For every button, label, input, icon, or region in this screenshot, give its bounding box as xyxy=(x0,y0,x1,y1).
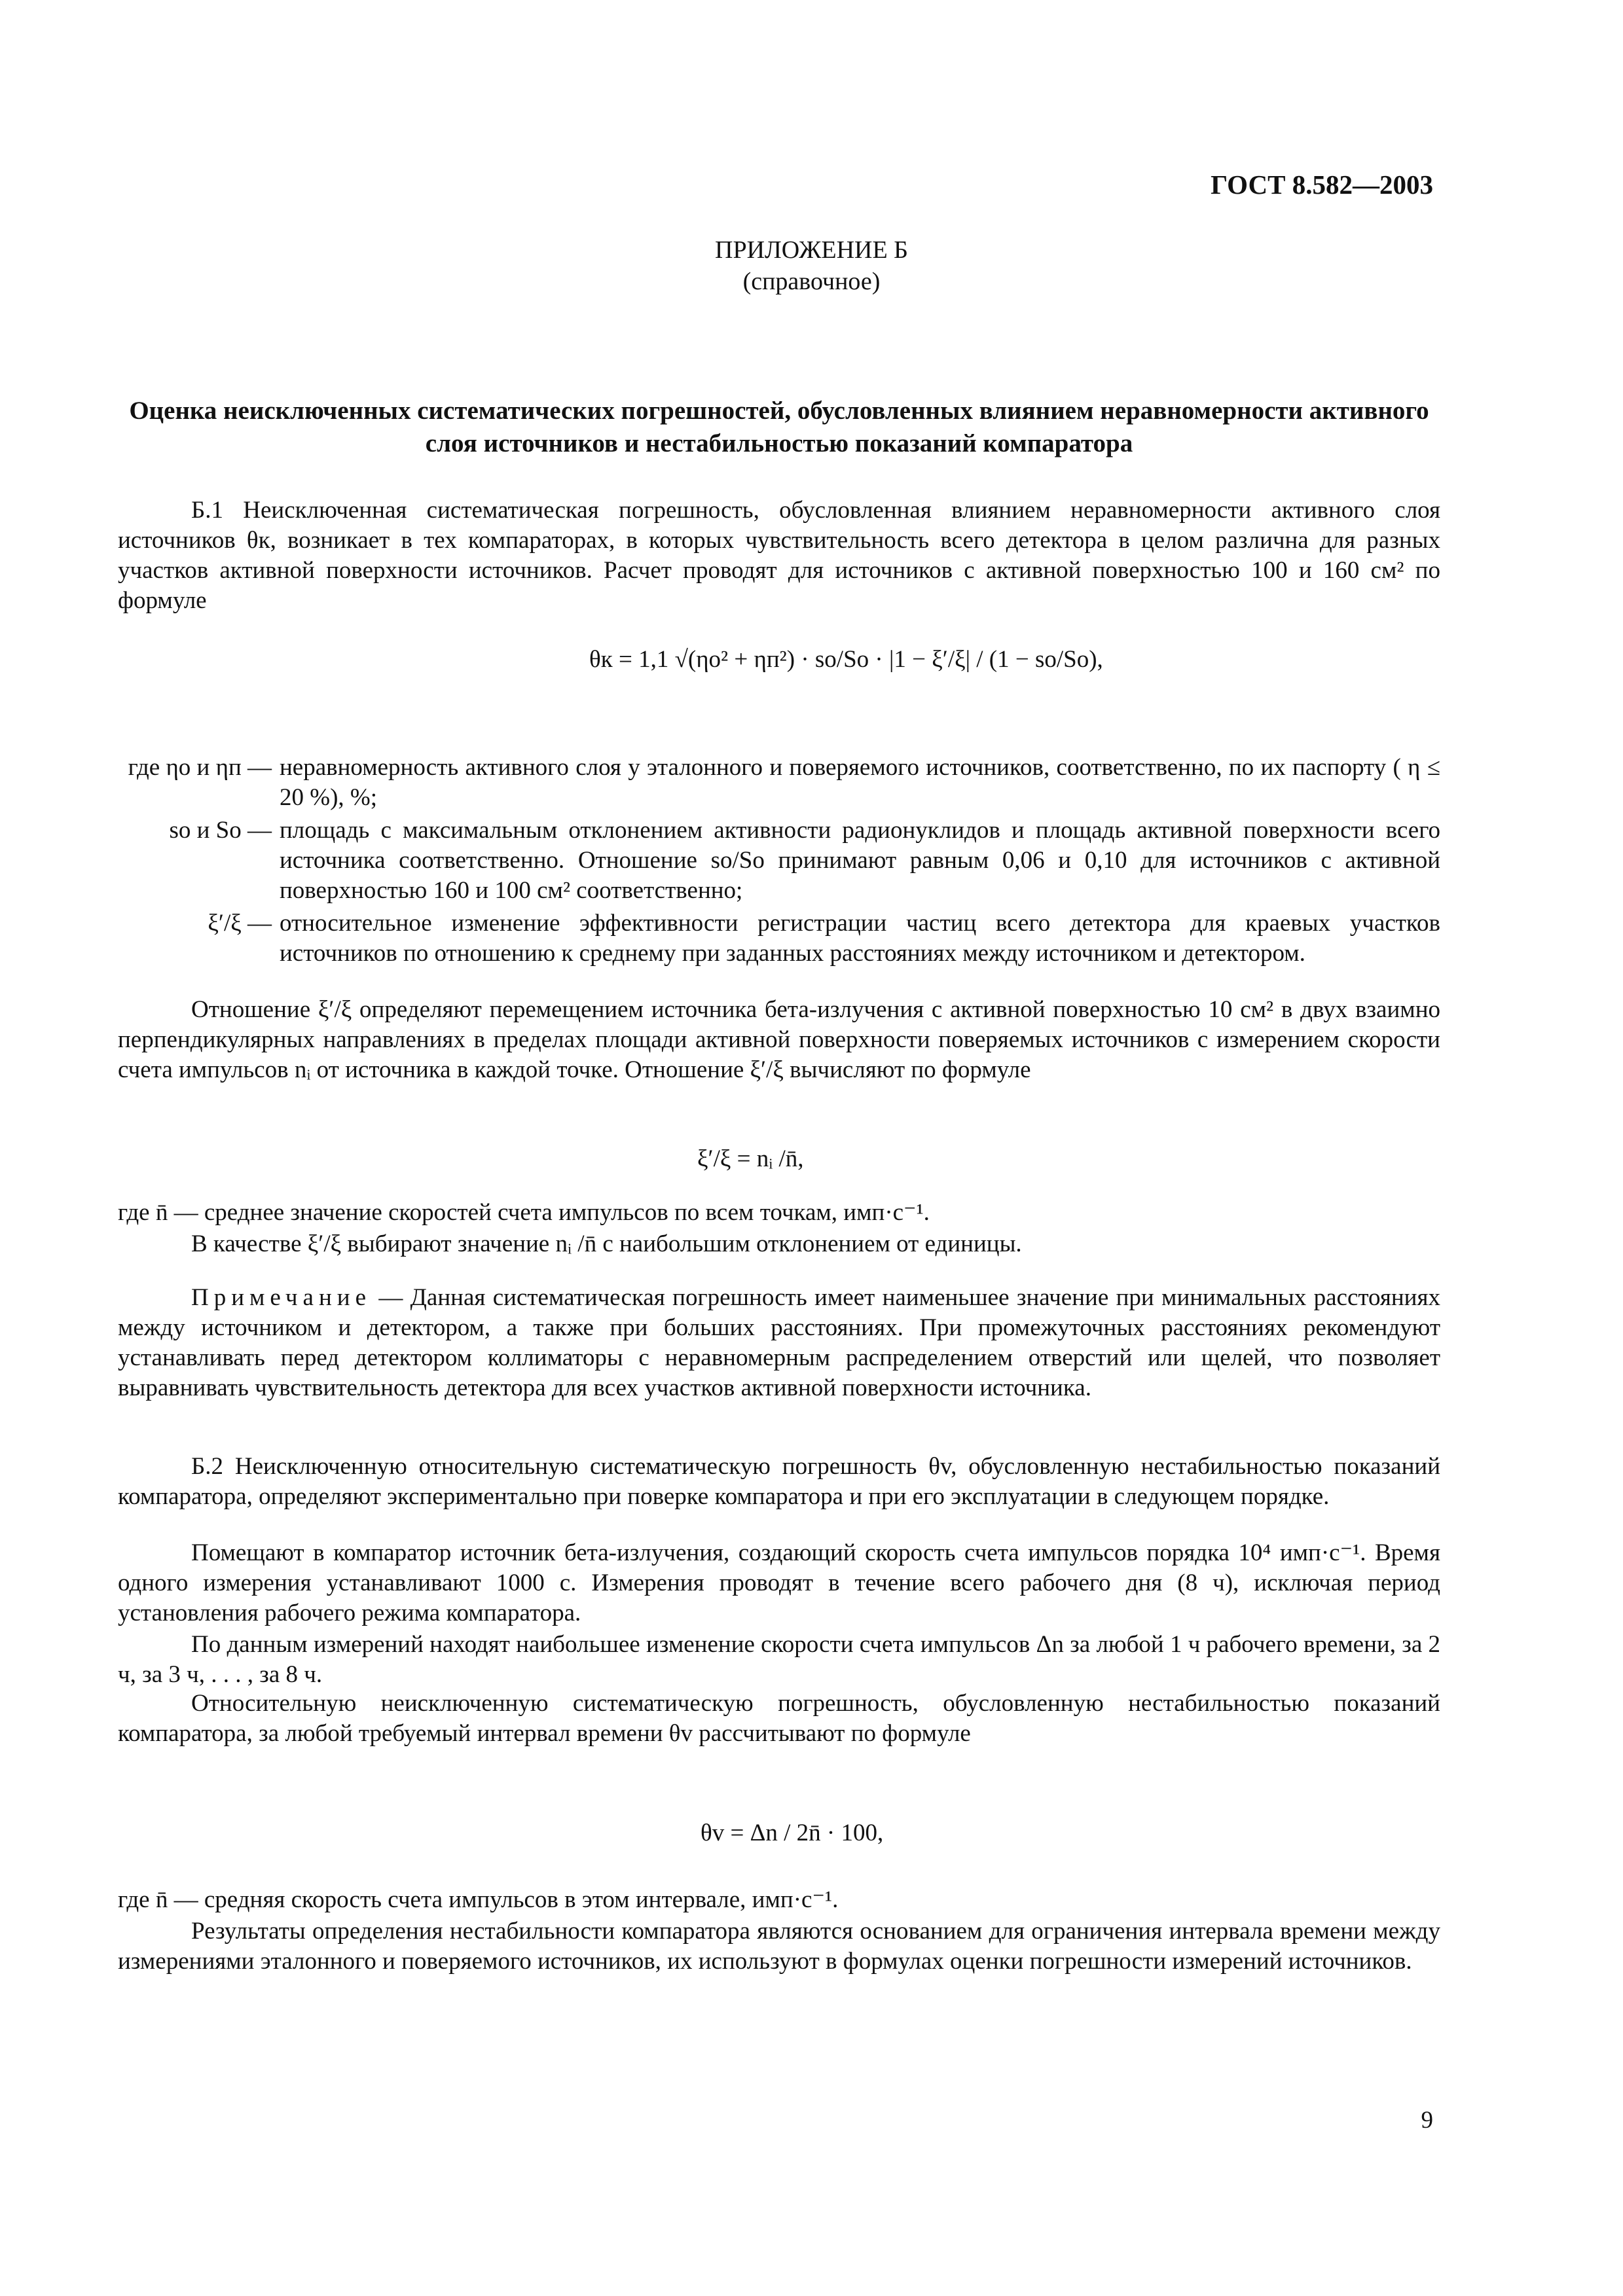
definition-item xyxy=(118,908,1440,969)
appendix-subtitle: (справочное) xyxy=(742,268,881,295)
formula-text: θк = 1,1 √(ηо² + ηп²) · sо/Sо · |1 − ξ′/ξ| / (1 − sо/Sо), xyxy=(589,646,1103,673)
document-id: ГОСТ 8.582—2003 xyxy=(1211,170,1433,200)
definition-term: sо и Sо — xyxy=(169,817,272,844)
paragraph-b1: Б.1 Неисключенная систематическая погрешность, обусловленная влиянием неравномерности активного слоя источников θк, возникает в тех компараторах, в которых чувствительность всего детектора в целом различна для разных участков активной поверхности источников. Расчет проводят для источников с активной поверхностью 100 и 160 см² по формуле xyxy=(118,497,1440,614)
definitions-list xyxy=(118,753,1440,969)
definition-term: где ηо и ηп — xyxy=(128,754,272,781)
paragraph-b2-results: Результаты определения нестабильности компаратора являются основанием для ограничения интервала времени между измерениями эталонного и поверяемого источников, их используют в формулах оценки погрешности измерений источников. xyxy=(118,1918,1440,1975)
appendix-title: ПРИЛОЖЕНИЕ Б xyxy=(715,236,908,264)
note-text: — Данная систематическая погрешность имеет наименьшее значение при минимальных расстояниях между источником и детектором, а также при больших расстояниях. При промежуточных расстояниях рекомендуют устанавливать перед детектором коллиматоры с неравномерным распределением отверстий или щелей, что позволяет выравнивать чувствительность детектора для всех участков активной поверхности источника. xyxy=(118,1284,1440,1401)
definition-term: ξ′/ξ — xyxy=(208,910,272,937)
paragraph-b1-choice: В качестве ξ′/ξ выбирают значение nᵢ /n̄ с наибольшим отклонением от единицы. xyxy=(191,1230,1022,1257)
definition-item xyxy=(118,816,1440,906)
definition-n-mean-interval: где n̄ — средняя скорость счета импульсов в этом интервале, имп·с⁻¹. xyxy=(118,1886,839,1913)
definition-item xyxy=(118,753,1440,813)
paragraph-b2-measure: По данным измерений находят наибольшее изменение скорости счета импульсов Δn за любой 1 ч рабочего времени, за 2 ч, за 3 ч, . . . , за 8 ч. xyxy=(118,1631,1440,1688)
paragraph-b2-procedure: Помещают в компаратор источник бета-излучения, создающий скорость счета импульсов порядка 10⁴ имп·с⁻¹. Время одного измерения устанавливают 1000 с. Измерения проводят в течение всего рабочего дня (8 ч), исключая период установления рабочего режима компаратора. xyxy=(118,1539,1440,1626)
note xyxy=(118,1283,1440,1403)
formula-theta-v: θv = Δn / 2n̄ · 100, xyxy=(701,1820,884,1846)
paragraph-b2: Б.2 Неисключенную относительную систематическую погрешность θv, обусловленную нестабильностью показаний компаратора, определяют экспериментально при поверке компаратора и при его эксплуатации в следующем порядке. xyxy=(118,1453,1440,1510)
section-title: Оценка неисключенных систематических погрешностей, обусловленных влиянием неравномерности активного слоя источников и нестабильностью показаний компаратора xyxy=(129,397,1429,457)
definition-text: неравномерность активного слоя у эталонного и поверяемого источников, соответственно, по их паспорту ( η ≤ 20 %), %; xyxy=(280,754,1440,811)
page-number: 9 xyxy=(1421,2107,1433,2134)
definition-text: относительное изменение эффективности регистрации частиц всего детектора для краевых участков источников по отношению к среднему при заданных расстояниях между источником и детектором. xyxy=(280,910,1440,967)
formula-xi-ratio: ξ′/ξ = nᵢ /n̄, xyxy=(697,1145,804,1172)
paragraph-b2-calc: Относительную неисключенную систематическую погрешность, обусловленную нестабильностью показаний компаратора, за любой требуемый интервал времени θv рассчитывают по формуле xyxy=(118,1690,1440,1747)
formula-theta-k xyxy=(589,645,1103,675)
note-label: Примечание xyxy=(191,1284,371,1311)
definition-n-mean: где n̄ — среднее значение скоростей счета импульсов по всем точкам, имп·с⁻¹. xyxy=(118,1199,930,1226)
paragraph-b1-ratio: Отношение ξ′/ξ определяют перемещением источника бета-излучения с активной поверхностью 10 см² в двух взаимно перпендикулярных направлениях в пределах площади активной поверхности поверяемых источников с измерением скорости счета импульсов nᵢ от источника в каждой точке. Отношение ξ′/ξ вычисляют по формуле xyxy=(118,996,1440,1083)
definition-text: площадь с максимальным отклонением активности радионуклидов и площадь активной поверхности всего источника соответственно. Отношение sо/Sо принимают равным 0,06 и 0,10 для источников с активной поверхностью 160 и 100 см² соответственно; xyxy=(280,817,1440,904)
